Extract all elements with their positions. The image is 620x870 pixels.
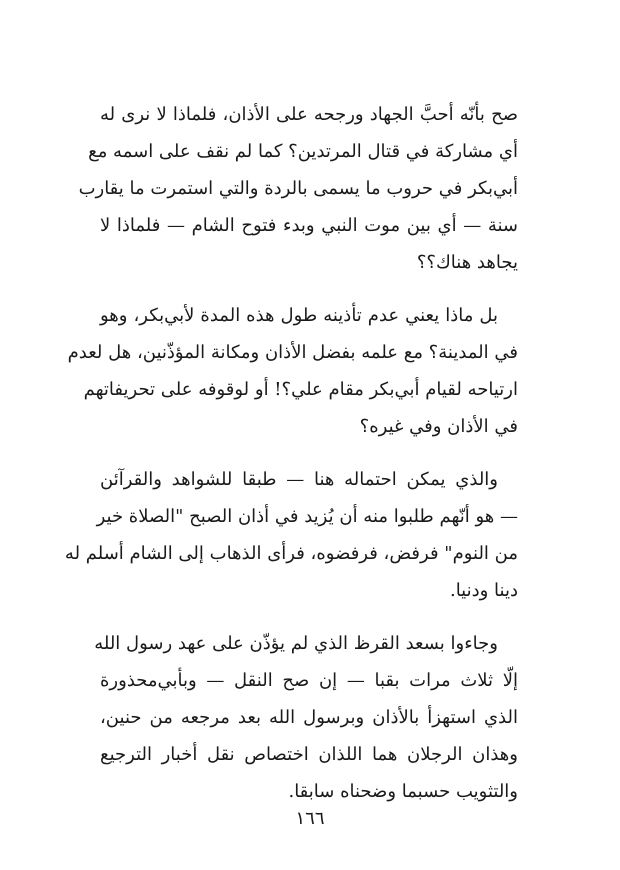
text-line: والذي يمكن احتماله هنا — طبقا للشواهد والقرآئن [100, 469, 498, 490]
text-line: الذي استهزأ بالأذان وبرسول الله بعد مرجعه من حنين، [100, 707, 518, 728]
text-line: وجاءوا بسعد القرظ الذي لم يؤذّن على عهد رسول الله [94, 633, 498, 654]
text-line: إلّا ثلاث مرات بقبا — إن صح النقل — وبأبي‌محذورة [100, 670, 518, 691]
text-line: وهذان الرجلان هما اللذان اختصاص نقل أخبار الترجيع [100, 744, 518, 765]
text-line: أي مشاركة في قتال المرتدين؟ كما لم نقف على اسمه مع [88, 141, 518, 162]
page-number: ١٦٦ [295, 808, 325, 829]
text-line: بل ماذا يعني عدم تأذينه طول هذه المدة لأبي‌بكر، وهو [100, 305, 498, 326]
page-body [64, 96, 518, 826]
paragraph-3 [64, 461, 518, 609]
text-line: — هو أنّهم طلبوا منه أن يُزيد في أذان الصبح "الصلاة خير [96, 506, 518, 527]
text-line: والتثويب حسبما وضحناه سابقا. [288, 781, 518, 802]
text-line: ارتياحه لقيام أبي‌بكر مقام علي؟! أو لوقوفه على تحريفاتهم [83, 379, 518, 400]
paragraph-1 [78, 96, 518, 281]
paragraph-4 [94, 625, 518, 810]
text-line: من النوم" فرفض، فرفضوه، فرأى الذهاب إلى الشام أسلم له [64, 543, 518, 564]
text-line: سنة — أي بين موت النبي وبدء فتوح الشام — فلماذا لا [100, 215, 518, 236]
text-line: دينا ودنيا. [449, 580, 518, 601]
text-line: أبي‌بكر في حروب ما يسمى بالردة والتي استمرت ما يقارب [78, 178, 518, 199]
text-line: في الأذان وفي غيره؟ [359, 416, 518, 437]
text-line: في المدينة؟ مع علمه بفضل الأذان ومكانة المؤذّنين، هل لعدم [67, 342, 518, 363]
text-line: صح بأنّه أحبَّ الجهاد ورجحه على الأذان، فلماذا لا نرى له [100, 104, 518, 125]
paragraph-2 [67, 297, 518, 445]
text-line: يجاهد هناك؟؟ [416, 252, 518, 273]
